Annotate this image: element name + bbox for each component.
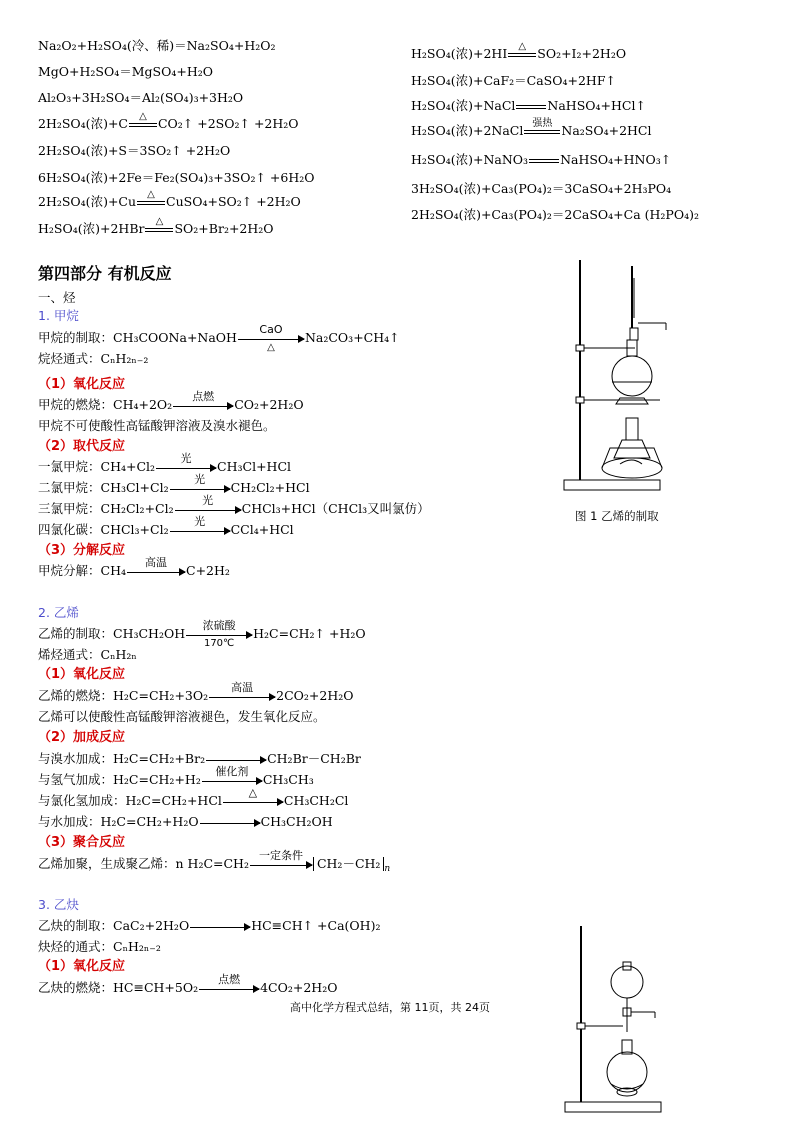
ethylene-polymerization-title: （3）聚合反应	[38, 835, 126, 850]
add-h2: 与氢气加成：H₂C=CH₂+H₂ 催化剂 CH₃CH₃	[38, 764, 314, 787]
eq-nacl: H₂SO₄(浓)+NaCl NaHSO₄+HCl↑	[411, 98, 646, 113]
subsection-hydrocarbon: 一、烃	[38, 290, 76, 305]
ethylene-heading: 2. 乙烯	[38, 605, 79, 620]
ethylene-burn: 乙烯的燃烧：H₂C=CH₂+3O₂ 高温 2CO₂+2H₂O	[38, 680, 354, 703]
eq-al2o3: Al₂O₃+3H₂SO₄＝Al₂(SO₄)₃+3H₂O	[38, 90, 244, 105]
acetylene-prep: 乙炔的制取：CaC₂+2H₂O HC≡CH↑ +Ca(OH)₂	[38, 918, 381, 933]
add-h2o: 与水加成：H₂C=CH₂+H₂O CH₃CH₂OH	[38, 814, 333, 829]
methane-heading: 1. 甲烷	[38, 308, 79, 323]
sub-ch2cl2: 二氯甲烷：CH₃Cl+Cl₂ 光 CH₂Cl₂+HCl	[38, 472, 310, 495]
eq-s: 2H₂SO₄(浓)+S＝3SO₂↑ +2H₂O	[38, 143, 231, 158]
eq-cu: 2H₂SO₄(浓)+Cu △ CuSO₄+SO₂↑ +2H₂O	[38, 188, 301, 209]
figure-caption: 图 1 乙烯的制取	[575, 509, 659, 523]
eq-ca3po4-2: 2H₂SO₄(浓)+Ca₃(PO₄)₂＝2CaSO₄+Ca (H₂PO₄)₂	[411, 207, 699, 222]
ethylene-note: 乙烯可以使酸性高锰酸钾溶液褪色，发生氧化反应。	[38, 709, 326, 724]
page-footer: 高中化学方程式总结，第 11页，共 24页	[290, 1001, 490, 1014]
eq-nano3: H₂SO₄(浓)+NaNO₃ NaHSO₄+HNO₃↑	[411, 152, 672, 167]
acetylene-burn: 乙炔的燃烧：HC≡CH+5O₂ 点燃 4CO₂+2H₂O	[38, 972, 338, 995]
add-hcl: 与氯化氢加成：H₂C=CH₂+HCl △ CH₃CH₂Cl	[38, 785, 349, 808]
methane-prep: 甲烷的制取：CH₃COONa+NaOH CaO △ Na₂CO₃+CH₄↑	[38, 322, 400, 353]
methane-note: 甲烷不可使酸性高锰酸钾溶液及溴水褪色。	[38, 418, 276, 433]
ethylene-addition-title: （2）加成反应	[38, 730, 126, 745]
eq-2nacl: H₂SO₄(浓)+2NaCl 强热 Na₂SO₄+2HCl	[411, 117, 652, 138]
methane-decompose: 甲烷分解：CH₄ 高温 C+2H₂	[38, 555, 230, 578]
eq-caf2: H₂SO₄(浓)+CaF₂＝CaSO₄+2HF↑	[411, 73, 616, 88]
alkene-formula: 烯烃通式：CₙH₂ₙ	[38, 647, 137, 662]
methane-decomposition-title: （3）分解反应	[38, 543, 126, 558]
alkane-formula: 烷烃通式：CₙH₂ₙ₋₂	[38, 351, 149, 366]
sub-chcl3: 三氯甲烷：CH₂Cl₂+Cl₂ 光 CHCl₃+HCl（CHCl₃又叫氯仿）	[38, 493, 430, 516]
ethylene-prep: 乙烯的制取：CH₃CH₂OH 浓硫酸 170℃ H₂C=CH₂↑ +H₂O	[38, 618, 366, 649]
acetylene-heading: 3. 乙炔	[38, 897, 79, 912]
eq-fe: 6H₂SO₄(浓)+2Fe＝Fe₂(SO₄)₃+3SO₂↑ +6H₂O	[38, 170, 315, 185]
sub-ch3cl: 一氯甲烷：CH₄+Cl₂ 光 CH₃Cl+HCl	[38, 451, 292, 474]
eq-hi: H₂SO₄(浓)+2HI △ SO₂+I₂+2H₂O	[411, 40, 627, 61]
add-br2: 与溴水加成：H₂C=CH₂+Br₂ CH₂Br－CH₂Br	[38, 751, 361, 766]
ethylene-oxidation-title: （1）氧化反应	[38, 667, 126, 682]
acetylene-oxidation-title: （1）氧化反应	[38, 959, 126, 974]
eq-na2o2: Na₂O₂+H₂SO₄(冷、稀)＝Na₂SO₄+H₂O₂	[38, 38, 276, 53]
methane-substitution-title: （2）取代反应	[38, 439, 126, 454]
sub-ccl4: 四氯化碳：CHCl₃+Cl₂ 光 CCl₄+HCl	[38, 514, 294, 537]
eq-c: 2H₂SO₄(浓)+C △ CO₂↑ +2SO₂↑ +2H₂O	[38, 110, 299, 131]
methane-oxidation-title: （1）氧化反应	[38, 377, 126, 392]
eq-ca3po4-1: 3H₂SO₄(浓)+Ca₃(PO₄)₂＝3CaSO₄+2H₃PO₄	[411, 181, 672, 196]
section-title: 第四部分 有机反应	[38, 264, 172, 283]
eq-mgo: MgO+H₂SO₄＝MgSO₄+H₂O	[38, 64, 214, 79]
eq-hbr: H₂SO₄(浓)+2HBr △ SO₂+Br₂+2H₂O	[38, 215, 274, 236]
ethylene-polymerize: 乙烯加聚，生成聚乙烯：n H₂C=CH₂ 一定条件 CH₂－CH₂ $_n$	[38, 848, 391, 874]
acetylene-apparatus-figure	[555, 922, 670, 1117]
ethylene-apparatus-figure	[550, 258, 680, 498]
methane-burn: 甲烷的燃烧：CH₄+2O₂ 点燃 CO₂+2H₂O	[38, 389, 304, 412]
alkyne-formula: 炔烃的通式：CₙH₂ₙ₋₂	[38, 939, 161, 954]
